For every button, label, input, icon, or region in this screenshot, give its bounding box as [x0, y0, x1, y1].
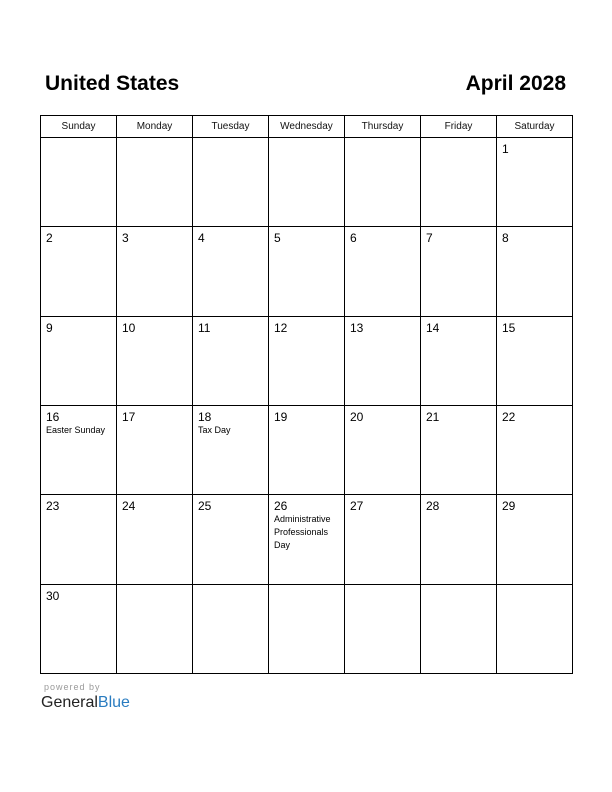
month-year-title: April 2028: [465, 72, 566, 95]
calendar-day-cell: [41, 316, 117, 405]
calendar-grid: [40, 115, 573, 674]
day-number: 13: [350, 320, 364, 335]
day-number: 8: [502, 231, 509, 246]
day-number: 17: [122, 409, 136, 424]
day-number: 18: [198, 409, 212, 424]
day-number: 6: [350, 231, 357, 246]
holiday-label: Tax Day: [198, 424, 231, 435]
calendar-day-cell: [497, 405, 573, 494]
weekday-wednesday: Wednesday: [269, 116, 345, 138]
day-number: 1: [502, 142, 509, 156]
calendar-day-cell: [193, 584, 269, 673]
calendar-week-row: [41, 227, 573, 316]
weekday-monday: Monday: [117, 116, 193, 138]
calendar-day-cell: [421, 405, 497, 494]
weekday-sunday: Sunday: [41, 116, 117, 138]
calendar-day-cell: [345, 227, 421, 316]
day-number: 7: [426, 231, 433, 246]
day-number: 26: [274, 499, 288, 514]
calendar-day-cell: [117, 316, 193, 405]
calendar-day-cell: [193, 227, 269, 316]
calendar-day-cell: [345, 405, 421, 494]
calendar-day-cell: [497, 138, 573, 227]
calendar-day-cell: [117, 584, 193, 673]
holiday-label: Easter Sunday: [46, 424, 106, 435]
day-number: 11: [198, 320, 211, 335]
day-number: 2: [46, 231, 53, 246]
calendar-day-cell: [421, 584, 497, 673]
calendar-day-cell: [497, 316, 573, 405]
powered-by-label: powered by: [44, 682, 101, 692]
weekday-friday: Friday: [421, 116, 497, 138]
country-title: United States: [45, 72, 180, 95]
day-number: 29: [502, 499, 516, 514]
weekday-saturday: Saturday: [497, 116, 573, 138]
calendar-day-cell: [345, 495, 421, 584]
generalblue-logo[interactable]: [41, 693, 130, 713]
calendar-day-cell: [497, 584, 573, 673]
brand-general-text: General: [41, 694, 98, 711]
calendar-day-cell: [269, 405, 345, 494]
calendar-day-cell: [41, 227, 117, 316]
calendar-week-row: [41, 584, 573, 673]
day-number: 27: [350, 499, 364, 514]
weekday-thursday: Thursday: [345, 116, 421, 138]
calendar-day-cell: [117, 138, 193, 227]
day-number: 28: [426, 499, 440, 514]
calendar-day-cell: [117, 495, 193, 584]
calendar-day-cell: [269, 495, 345, 584]
calendar-day-cell: [117, 227, 193, 316]
day-number: 30: [46, 588, 60, 603]
day-number: 15: [502, 320, 516, 335]
weekday-tuesday: Tuesday: [193, 116, 269, 138]
calendar-day-cell: [269, 138, 345, 227]
calendar-day-cell: [117, 405, 193, 494]
day-number: 24: [122, 499, 136, 514]
calendar-day-cell: [41, 138, 117, 227]
calendar-day-cell: [41, 405, 117, 494]
calendar-day-cell: [193, 138, 269, 227]
day-number: 25: [198, 499, 212, 514]
calendar-day-cell: [269, 227, 345, 316]
day-number: 23: [46, 499, 60, 514]
calendar-week-row: [41, 316, 573, 405]
day-number: 10: [122, 320, 136, 335]
calendar-day-cell: [269, 584, 345, 673]
day-number: 4: [198, 231, 205, 246]
calendar-day-cell: [345, 584, 421, 673]
calendar-day-cell: [345, 138, 421, 227]
day-number: 20: [350, 409, 364, 424]
calendar-day-cell: [193, 495, 269, 584]
day-number: 21: [426, 409, 440, 424]
day-number: 12: [274, 320, 288, 335]
day-number: 22: [502, 409, 516, 424]
day-number: 9: [46, 320, 53, 335]
day-number: 3: [122, 231, 129, 246]
calendar-day-cell: [193, 316, 269, 405]
day-number: 16: [46, 409, 60, 424]
calendar-day-cell: [421, 316, 497, 405]
calendar-week-row: [41, 495, 573, 584]
brand-blue-text: Blue: [97, 694, 130, 711]
calendar-day-cell: [41, 584, 117, 673]
calendar-day-cell: [421, 495, 497, 584]
calendar-day-cell: [193, 405, 269, 494]
calendar-day-cell: [421, 227, 497, 316]
calendar-day-cell: [497, 227, 573, 316]
calendar-day-cell: [421, 138, 497, 227]
weekday-header-row: [41, 116, 573, 138]
calendar-day-cell: [497, 495, 573, 584]
calendar-week-row: [41, 405, 573, 494]
calendar-day-cell: [269, 316, 345, 405]
calendar-day-cell: [345, 316, 421, 405]
calendar-day-cell: [41, 495, 117, 584]
day-number: 19: [274, 409, 288, 424]
day-number: 14: [426, 320, 440, 335]
holiday-label: Administrative Professionals Day: [274, 514, 331, 551]
calendar-week-row: [41, 138, 573, 227]
day-number: 5: [274, 231, 281, 246]
